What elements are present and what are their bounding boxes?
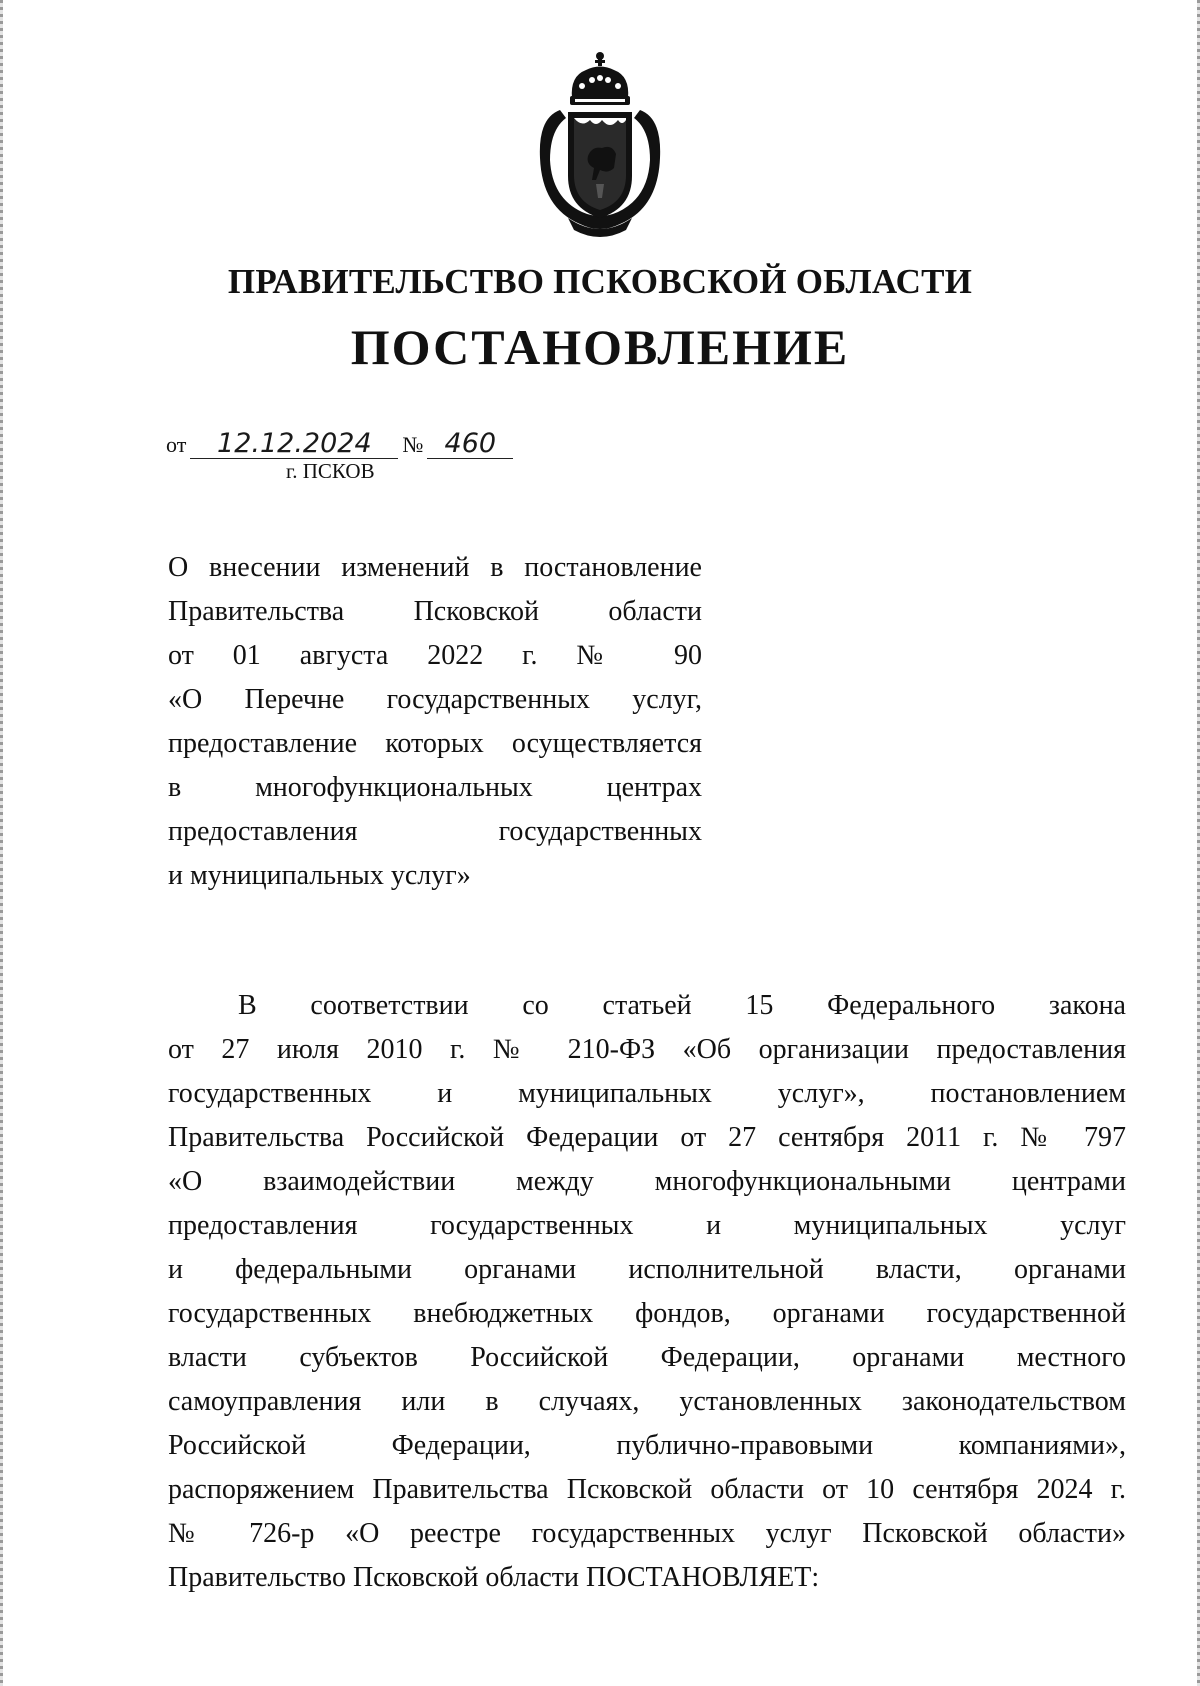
document-body: [168, 984, 1126, 1600]
organization-name: ПРАВИТЕЛЬСТВО ПСКОВСКОЙ ОБЛАСТИ: [227, 262, 973, 301]
body-line: власти субъектов Российской Федерации, органами местного: [168, 1342, 1126, 1373]
subject-line: О внесении изменений в постановление: [168, 552, 702, 583]
document-number: 460: [427, 430, 513, 459]
number-prefix: №: [402, 432, 424, 457]
subject-line: предоставление которых осуществляется: [168, 728, 702, 759]
body-line: от 27 июля 2010 г. № 210-ФЗ «Об организации предоставления: [168, 1034, 1126, 1065]
coat-of-arms-icon: [530, 48, 670, 238]
subject-line: в многофункциональных центрах: [168, 772, 702, 803]
document-date: 12.12.2024: [190, 430, 398, 459]
body-line: № 726-р «О реестре государственных услуг Псковской области»: [168, 1518, 1126, 1549]
body-line: Правительства Российской Федерации от 27 сентября 2011 г. № 797: [168, 1122, 1126, 1153]
subject-line: предоставления государственных: [168, 816, 702, 847]
document-subject: [168, 546, 702, 898]
date-prefix: от: [166, 432, 187, 457]
scan-edge-left: [0, 0, 3, 1686]
subject-line: «О Перечне государственных услуг,: [168, 684, 702, 715]
body-line: распоряжением Правительства Псковской области от 10 сентября 2024 г.: [168, 1474, 1126, 1505]
document-requisites: [166, 430, 513, 459]
body-line: и федеральными органами исполнительной власти, органами: [168, 1254, 1126, 1285]
body-line: самоуправления или в случаях, установленных законодательством: [168, 1386, 1126, 1417]
body-line: государственных и муниципальных услуг», постановлением: [168, 1078, 1126, 1109]
body-line: предоставления государственных и муниципальных услуг: [168, 1210, 1126, 1241]
body-line: Российской Федерации, публично-правовыми компаниями»,: [168, 1430, 1126, 1461]
subject-line: и муниципальных услуг»: [168, 860, 471, 891]
document-type-title: ПОСТАНОВЛЕНИЕ: [350, 319, 850, 375]
body-line: Правительство Псковской области ПОСТАНОВЛЯЕТ:: [168, 1562, 820, 1593]
body-line: «О взаимодействии между многофункциональными центрами: [168, 1166, 1126, 1197]
subject-line: от 01 августа 2022 г. № 90: [168, 640, 702, 671]
body-line: В соответствии со статьей 15 Федерального закона: [238, 990, 1126, 1021]
subject-line: Правительства Псковской области: [168, 596, 702, 627]
document-city: г. ПСКОВ: [286, 459, 375, 483]
body-line: государственных внебюджетных фондов, органами государственной: [168, 1298, 1126, 1329]
